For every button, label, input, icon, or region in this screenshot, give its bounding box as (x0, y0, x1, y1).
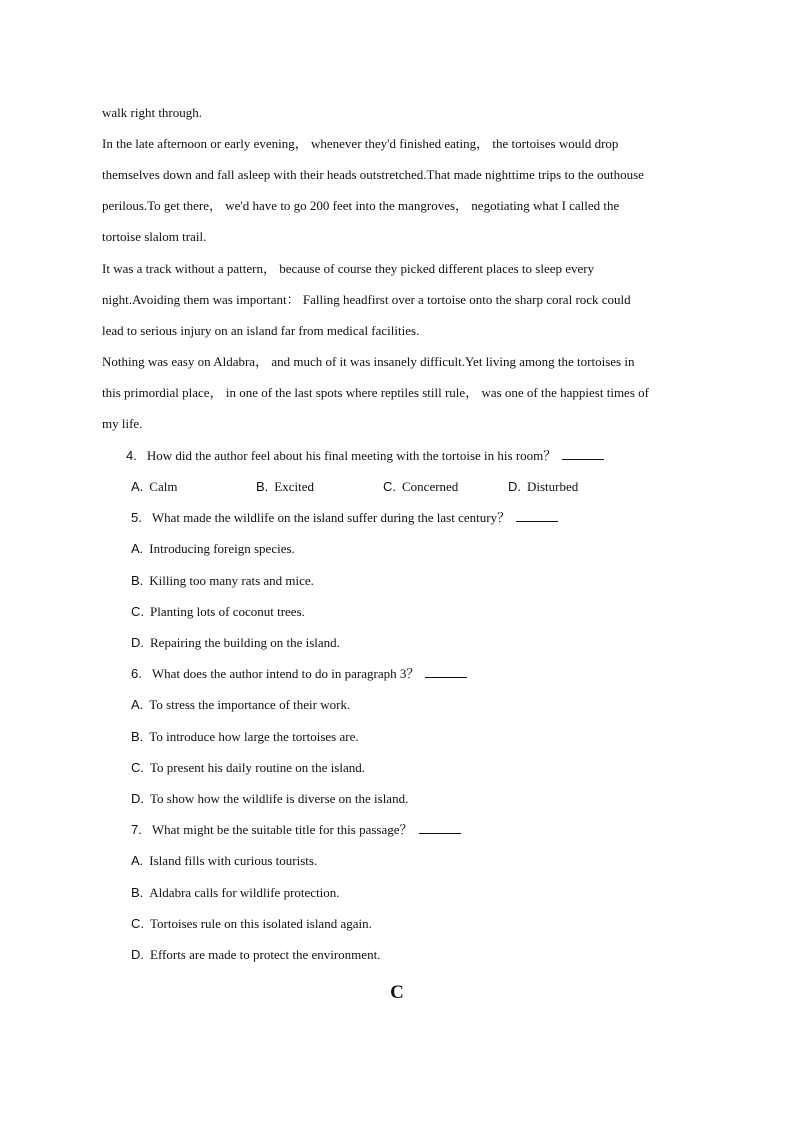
option-text: Killing too many rats and mice. (149, 573, 314, 588)
question-text: How did the author feel about his final meeting with the tortoise in his room？ (146, 448, 557, 463)
question-number: 4. (126, 448, 137, 463)
question-text: What might be the suitable title for this passage？ (151, 822, 413, 837)
question-number: 7. (131, 822, 142, 837)
option-text: Disturbed (527, 479, 579, 494)
option-7a[interactable] (131, 852, 317, 870)
option-letter: B. (256, 479, 269, 494)
option-text: Island fills with curious tourists. (149, 853, 318, 868)
option-letter: C. (131, 916, 144, 931)
option-5a[interactable] (131, 540, 295, 558)
option-4c[interactable] (383, 478, 458, 496)
passage-line: In the late afternoon or early evening， whenever they'd finished eating， the tortoises would drop (102, 136, 619, 151)
answer-blank[interactable] (562, 447, 604, 460)
option-letter: A. (131, 479, 144, 494)
question-7 (131, 821, 461, 839)
answer-blank[interactable] (516, 509, 558, 522)
option-text: Aldabra calls for wildlife protection. (149, 885, 340, 900)
option-text: Planting lots of coconut trees. (150, 604, 305, 619)
passage-line: tortoise slalom trail. (102, 229, 207, 244)
option-letter: A. (131, 541, 144, 556)
question-number: 5. (131, 510, 142, 525)
passage-line: night.Avoiding them was important： Falling headfirst over a tortoise onto the sharp coral rock could (102, 292, 631, 307)
option-letter: D. (508, 479, 521, 494)
option-text: To stress the importance of their work. (149, 697, 351, 712)
option-5c[interactable] (131, 603, 305, 621)
option-text: To show how the wildlife is diverse on the island. (150, 791, 409, 806)
passage-line: themselves down and fall asleep with their heads outstretched.That made nighttime trips to the outhouse (102, 167, 644, 182)
option-text: Calm (149, 479, 178, 494)
option-7c[interactable] (131, 915, 372, 933)
option-text: To present his daily routine on the island. (150, 760, 365, 775)
option-letter: C. (131, 604, 144, 619)
passage-line: my life. (102, 416, 143, 431)
section-heading: C (390, 982, 404, 1003)
answer-blank[interactable] (419, 821, 461, 834)
option-4b[interactable] (256, 478, 314, 496)
option-5b[interactable] (131, 572, 314, 590)
option-text: Repairing the building on the island. (150, 635, 340, 650)
option-letter: D. (131, 791, 144, 806)
passage-line: walk right through. (102, 105, 203, 120)
option-4a[interactable] (131, 478, 177, 496)
option-text: Excited (274, 479, 315, 494)
option-letter: C. (131, 760, 144, 775)
question-4 (126, 447, 604, 465)
option-6b[interactable] (131, 728, 359, 746)
option-6d[interactable] (131, 790, 408, 808)
option-text: Concerned (402, 479, 459, 494)
question-6 (131, 665, 467, 683)
option-7b[interactable] (131, 884, 340, 902)
passage-line: perilous.To get there， we'd have to go 200 feet into the mangroves， negotiating what I called the (102, 198, 620, 213)
option-7d[interactable] (131, 946, 380, 964)
option-letter: B. (131, 729, 144, 744)
answer-blank[interactable] (425, 665, 467, 678)
question-text: What made the wildlife on the island suffer during the last century？ (151, 510, 511, 525)
option-text: Efforts are made to protect the environment. (150, 947, 381, 962)
passage-line: It was a track without a pattern， because of course they picked different places to sleep every (102, 261, 595, 276)
option-text: Introducing foreign species. (149, 541, 295, 556)
option-5d[interactable] (131, 634, 340, 652)
passage-line: lead to serious injury on an island far from medical facilities. (102, 323, 420, 338)
option-letter: D. (131, 635, 144, 650)
option-letter: C. (383, 479, 396, 494)
option-letter: A. (131, 853, 144, 868)
option-letter: B. (131, 573, 144, 588)
option-letter: A. (131, 697, 144, 712)
option-text: To introduce how large the tortoises are. (149, 729, 359, 744)
option-letter: D. (131, 947, 144, 962)
option-letter: B. (131, 885, 144, 900)
option-6c[interactable] (131, 759, 365, 777)
option-6a[interactable] (131, 696, 350, 714)
question-text: What does the author intend to do in paragraph 3？ (151, 666, 420, 681)
option-text: Tortoises rule on this isolated island again. (150, 916, 372, 931)
passage-line: this primordial place， in one of the last spots where reptiles still rule， was one of the happiest times of (102, 385, 649, 400)
question-5 (131, 509, 558, 527)
question-number: 6. (131, 666, 142, 681)
passage-line: Nothing was easy on Aldabra， and much of it was insanely difficult.Yet living among the tortoises in (102, 354, 635, 369)
option-4d[interactable] (508, 478, 578, 496)
